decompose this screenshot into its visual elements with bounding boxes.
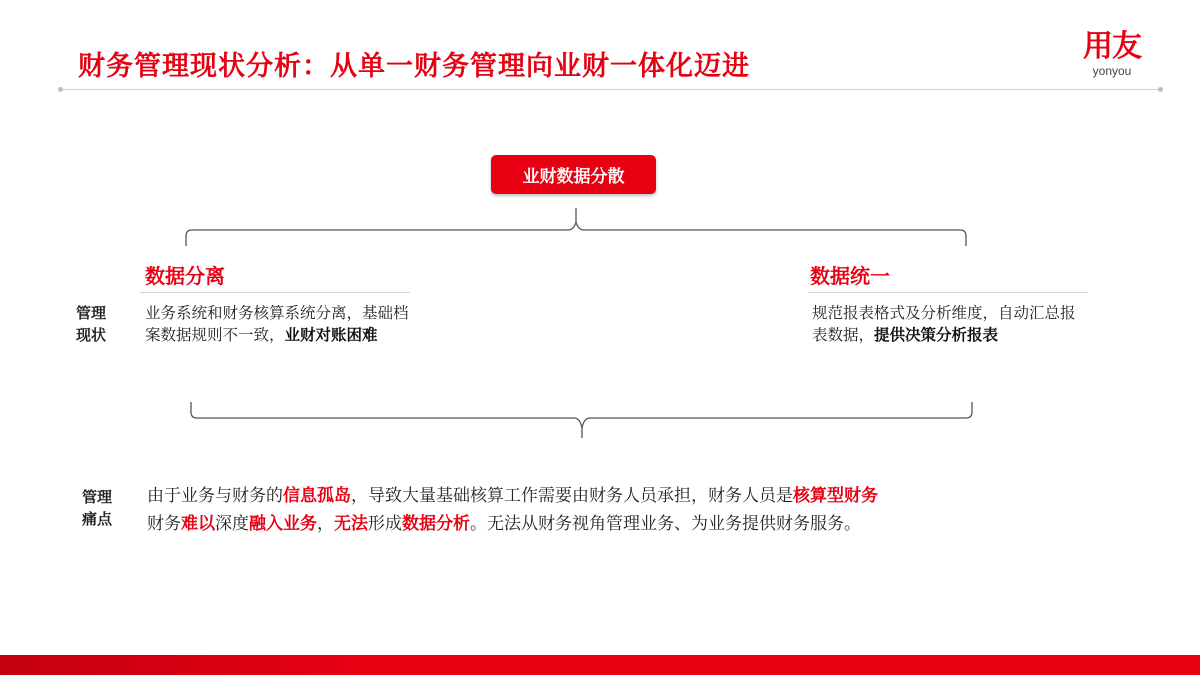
pain-segment: 。无法从财务视角管理业务、为业务提供财务服务。 <box>470 514 861 534</box>
status-label-line2: 现状 <box>75 326 106 344</box>
pain-highlight: 数据分析 <box>402 514 470 534</box>
pain-highlight: 融入业务 <box>249 514 317 534</box>
right-body-text: 规范报表格式及分析维度，自动汇总报表数据， <box>812 304 1076 344</box>
pain-segment: 由于业务与财务的 <box>147 486 283 506</box>
pain-label <box>77 486 117 530</box>
logo-text-cn: 用友 <box>1083 29 1141 64</box>
left-heading: 数据分离 <box>145 264 225 288</box>
bottom-brace-path <box>191 402 972 438</box>
status-label-line1: 管理 <box>75 304 106 322</box>
slide-title: 财务管理现状分析：从单一财务管理向业财一体化迈进 <box>78 51 750 82</box>
status-label <box>71 302 111 346</box>
pain-highlight: 难以 <box>181 514 215 534</box>
pain-highlight: 信息孤岛 <box>283 486 351 506</box>
pain-segment: 财务 <box>147 514 181 534</box>
pain-text <box>147 482 1027 538</box>
pain-segment: 形成 <box>368 514 402 534</box>
left-body-text: 业务系统和财务核算系统分离，基础档案数据规则不一致， <box>145 304 409 344</box>
pain-segment: 深度 <box>215 514 249 534</box>
pain-highlight: 无法 <box>334 514 368 534</box>
left-body-bold: 业财对账困难 <box>284 326 378 344</box>
pain-label-line2: 痛点 <box>81 510 112 528</box>
left-body <box>145 302 411 346</box>
right-heading: 数据统一 <box>810 264 890 288</box>
right-body <box>812 302 1082 346</box>
right-heading-divider <box>808 292 1088 293</box>
pain-highlight: 核算型财务 <box>793 486 878 506</box>
bottom-accent-bar <box>0 655 1200 675</box>
top-brace-path <box>186 208 966 246</box>
logo-text-en: yonyou <box>1092 64 1132 78</box>
right-body-bold: 提供决策分析报表 <box>874 326 999 344</box>
pain-segment: ， <box>317 514 334 534</box>
pain-label-line1: 管理 <box>81 488 112 506</box>
pain-segment: ，导致大量基础核算工作需要由财务人员承担，财务人员是 <box>351 486 793 506</box>
center-tag: 业财数据分散 <box>491 155 656 194</box>
left-heading-divider <box>140 292 410 293</box>
